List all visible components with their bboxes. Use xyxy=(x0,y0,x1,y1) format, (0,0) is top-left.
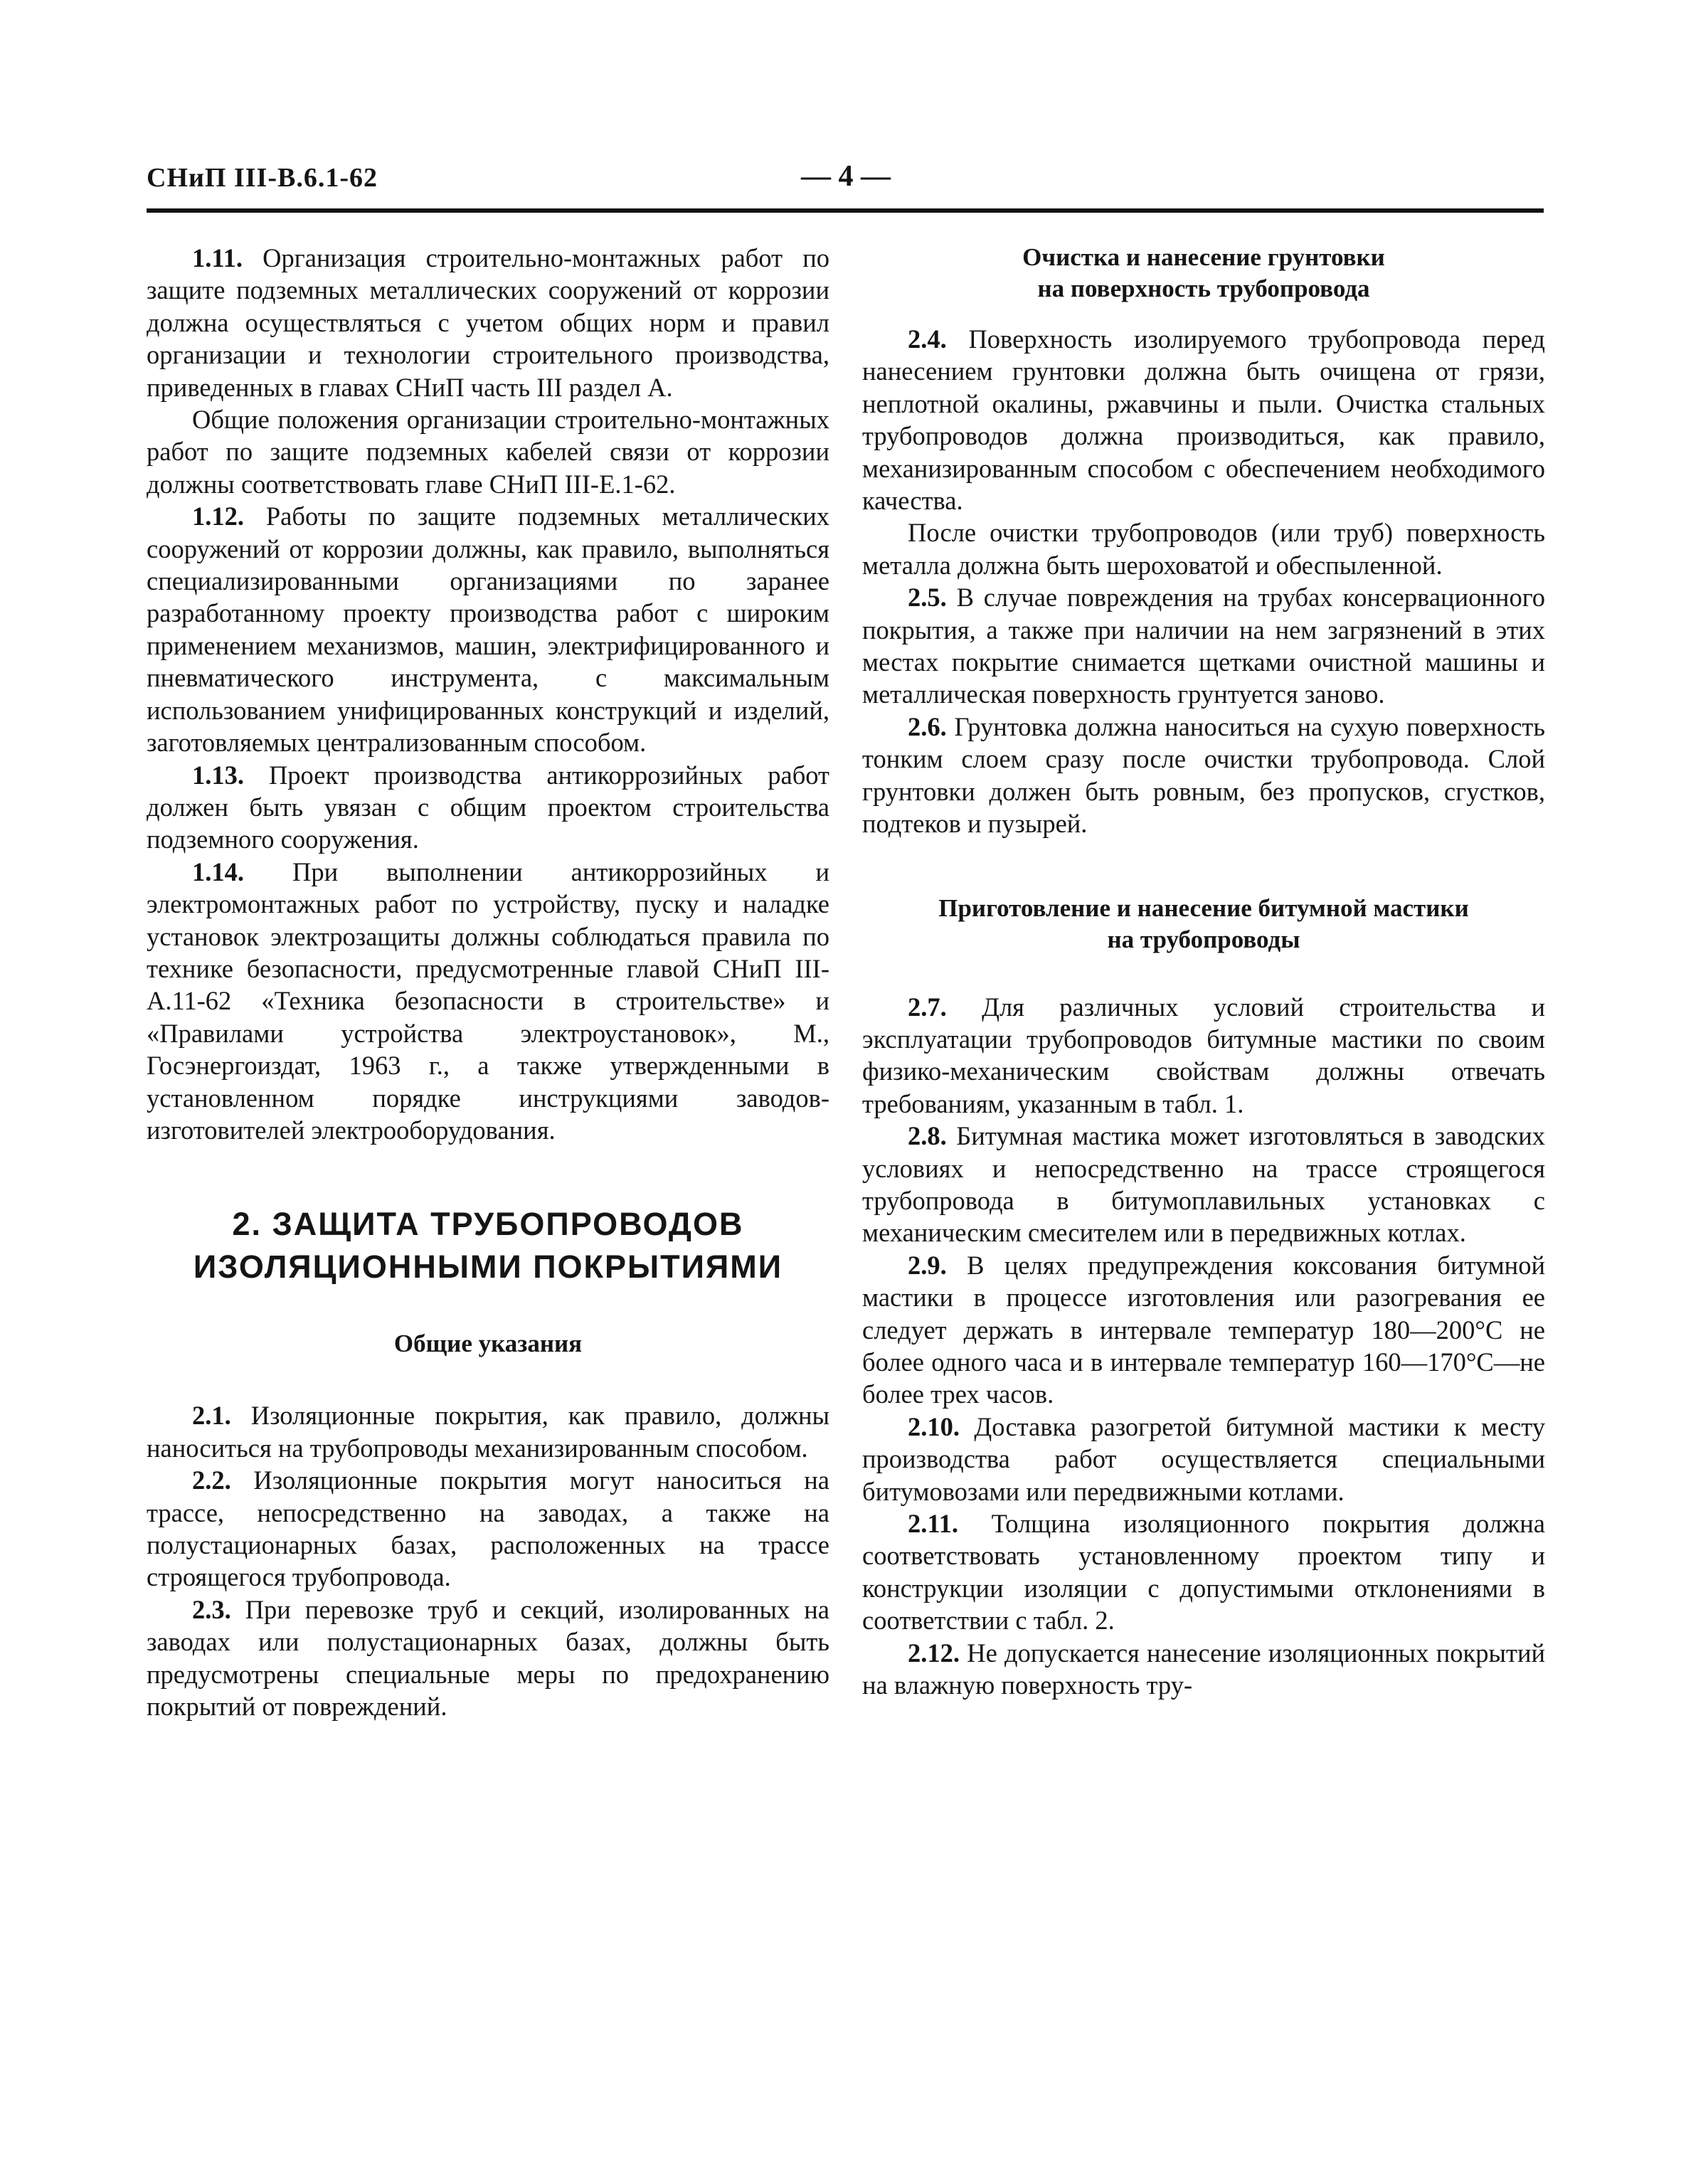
clause-text: В случае повреждения на трубах консервационного покрытия, а также при наличии на нем загрязнений в этих местах покрытие снимается щетками очистной машины и металлическая поверхность грунтуется заново. xyxy=(862,583,1545,709)
clause-text: Поверхность изолируемого трубопровода перед нанесением грунтовки должна быть очищена от грязи, неплотной окалины, ржавчины и пыли. Очистка стальных трубопроводов должна производиться, как правило, механизированным способом с обеспечением необходимого качества. xyxy=(862,324,1545,516)
paragraph-1-11-continued xyxy=(147,403,829,500)
clause-text: Работы по защите подземных металлических сооружений от коррозии должны, как правило, выполняться специализированными организациями по заранее разработанному проекту производства работ с широким применением механизмов, машин, электрифицированного и пневматического инструмента, с максимальным использованием унифицированных конструкций и изделий, заготовляемых централизованным способом. xyxy=(147,502,830,758)
paragraph-2-11 xyxy=(862,1507,1545,1637)
clause-number: 2.11. xyxy=(908,1509,958,1538)
clause-number: 1.13. xyxy=(192,760,244,790)
clause-text: Битумная мастика может изготовляться в заводских условиях и непосредственно на трассе строящегося трубопровода в битумоплавильных установках с механическим смесителем или в передвижных котлах. xyxy=(862,1121,1545,1248)
clause-number: 2.5. xyxy=(908,583,947,613)
clause-text: Изоляционные покрытия могут наноситься на трассе, непосредственно на заводах, а также на полустационарных базах, расположенных на трассе строящегося трубопровода. xyxy=(147,1465,829,1592)
clause-text: Организация строительно-монтажных работ по защите подземных металлических сооружений от коррозии должна осуществляться с учетом общих норм и правил организации и технологии строительного производства, приведенных в главах СНиП часть III раздел А. xyxy=(147,243,829,402)
section-2-title-line-1: 2. ЗАЩИТА ТРУБОПРОВОДОВ xyxy=(232,1206,744,1243)
paragraph-1-12 xyxy=(147,500,829,758)
paragraph-2-8 xyxy=(862,1120,1545,1249)
clause-text: Для различных условий строительства и эксплуатации трубопроводов битумные мастики по своим физико-механическим свойствам должны отвечать требованиям, указанным в табл. 1. xyxy=(862,992,1545,1118)
clause-text: Проект производства антикоррозийных работ должен быть увязан с общим проектом строительства подземного сооружения. xyxy=(147,760,829,854)
paragraph-2-1 xyxy=(147,1399,829,1464)
clause-text: После очистки трубопроводов (или труб) поверхность металла должна быть шероховатой и обеспыленной. xyxy=(862,518,1545,580)
clause-number: 2.7. xyxy=(908,992,947,1022)
paragraph-1-13 xyxy=(147,759,829,856)
primer-heading-line-1: Очистка и нанесение грунтовки xyxy=(1022,243,1385,271)
paragraph-2-10 xyxy=(862,1411,1545,1507)
paragraph-2-5 xyxy=(862,581,1545,711)
clause-text: Не допускается нанесение изоляционных покрытий на влажную поверхность тру- xyxy=(862,1638,1546,1700)
clause-number: 2.2. xyxy=(192,1465,231,1495)
clause-number: 2.10. xyxy=(908,1411,960,1441)
clause-text: Доставка разогретой битумной мастики к месту производства работ осуществляется специальными битумовозами или передвижными котлами. xyxy=(862,1411,1545,1506)
section-2-title-line-2: ИЗОЛЯЦИОННЫМИ ПОКРЫТИЯМИ xyxy=(193,1249,783,1286)
paragraph-2-12 xyxy=(862,1637,1545,1702)
clause-number: 1.12. xyxy=(192,502,244,531)
clause-text: Грунтовка должна наноситься на сухую поверхность тонким слоем сразу после очистки трубопровода. Слой грунтовки должен быть ровным, без пропусков, сгустков, подтеков и пузырей. xyxy=(862,711,1546,839)
bitumen-heading-line-2: на трубопроводы xyxy=(1107,925,1300,953)
clause-text: Толщина изоляционного покрытия должна соответствовать установленному проектом типу и конструкции изоляции с допустимыми отклонениями в соответствии с табл. 2. xyxy=(862,1509,1545,1636)
paragraph-2-3 xyxy=(147,1594,829,1723)
page-number: — 4 — xyxy=(801,160,891,193)
paragraph-2-6 xyxy=(862,711,1545,840)
paragraph-2-7 xyxy=(862,991,1545,1120)
clause-number: 2.6. xyxy=(908,711,947,741)
left-column xyxy=(147,242,829,1722)
general-instructions-heading: Общие указания xyxy=(393,1330,583,1358)
paragraph-2-4 xyxy=(862,323,1545,516)
page-header xyxy=(147,162,1541,206)
clause-number: 2.1. xyxy=(192,1401,231,1431)
clause-text: В целях предупреждения коксования битумной мастики в процессе изготовления или разогревания ее следует держать в интервале температур 180—200°С не более одного часа и в интервале температур 160—170°С—не более трех часов. xyxy=(862,1250,1545,1409)
document-code: СНиП III-В.6.1-62 xyxy=(147,163,378,193)
clause-text: Изоляционные покрытия, как правило, должны наноситься на трубопроводы механизированным способом. xyxy=(147,1401,829,1463)
clause-number: 2.9. xyxy=(908,1250,947,1280)
header-rule xyxy=(147,208,1544,213)
primer-heading-line-2: на поверхность трубопровода xyxy=(1037,275,1370,302)
clause-number: 1.14. xyxy=(192,857,244,886)
clause-text: При выполнении антикоррозийных и электромонтажных работ по устройству, пуску и наладке установок электрозащиты должны соблюдаться правила по технике безопасности, предусмотренные главой СНиП III-А.11-62 «Техника безопасности в строительстве» и «Правилами устройства электроустановок», М., Госэнергоиздат, 1963 г., а также утвержденными в установленном порядке инструкциями заводов-изготовителей электрооборудования. xyxy=(147,857,830,1145)
right-column xyxy=(862,242,1545,1701)
clause-number: 2.8. xyxy=(908,1121,947,1151)
paragraph-1-11 xyxy=(147,242,829,403)
bitumen-heading-line-1: Приготовление и нанесение битумной мастики xyxy=(938,894,1469,922)
paragraph-2-9 xyxy=(862,1249,1545,1411)
paragraph-2-2 xyxy=(147,1464,829,1594)
clause-number: 2.12. xyxy=(908,1638,960,1668)
clause-number: 1.11. xyxy=(192,243,243,272)
paragraph-2-4-continued xyxy=(862,516,1545,581)
paragraph-1-14 xyxy=(147,856,829,1147)
clause-text: Общие положения организации строительно-монтажных работ по защите подземных кабелей связи от коррозии должны соответствовать главе СНиП III-Е.1-62. xyxy=(147,405,829,499)
clause-number: 2.3. xyxy=(192,1594,231,1624)
clause-number: 2.4. xyxy=(908,324,947,354)
clause-text: При перевозке труб и секций, изолированных на заводах или полустационарных базах, должны быть предусмотрены специальные меры по предохранению покрытий от повреждений. xyxy=(147,1594,829,1722)
